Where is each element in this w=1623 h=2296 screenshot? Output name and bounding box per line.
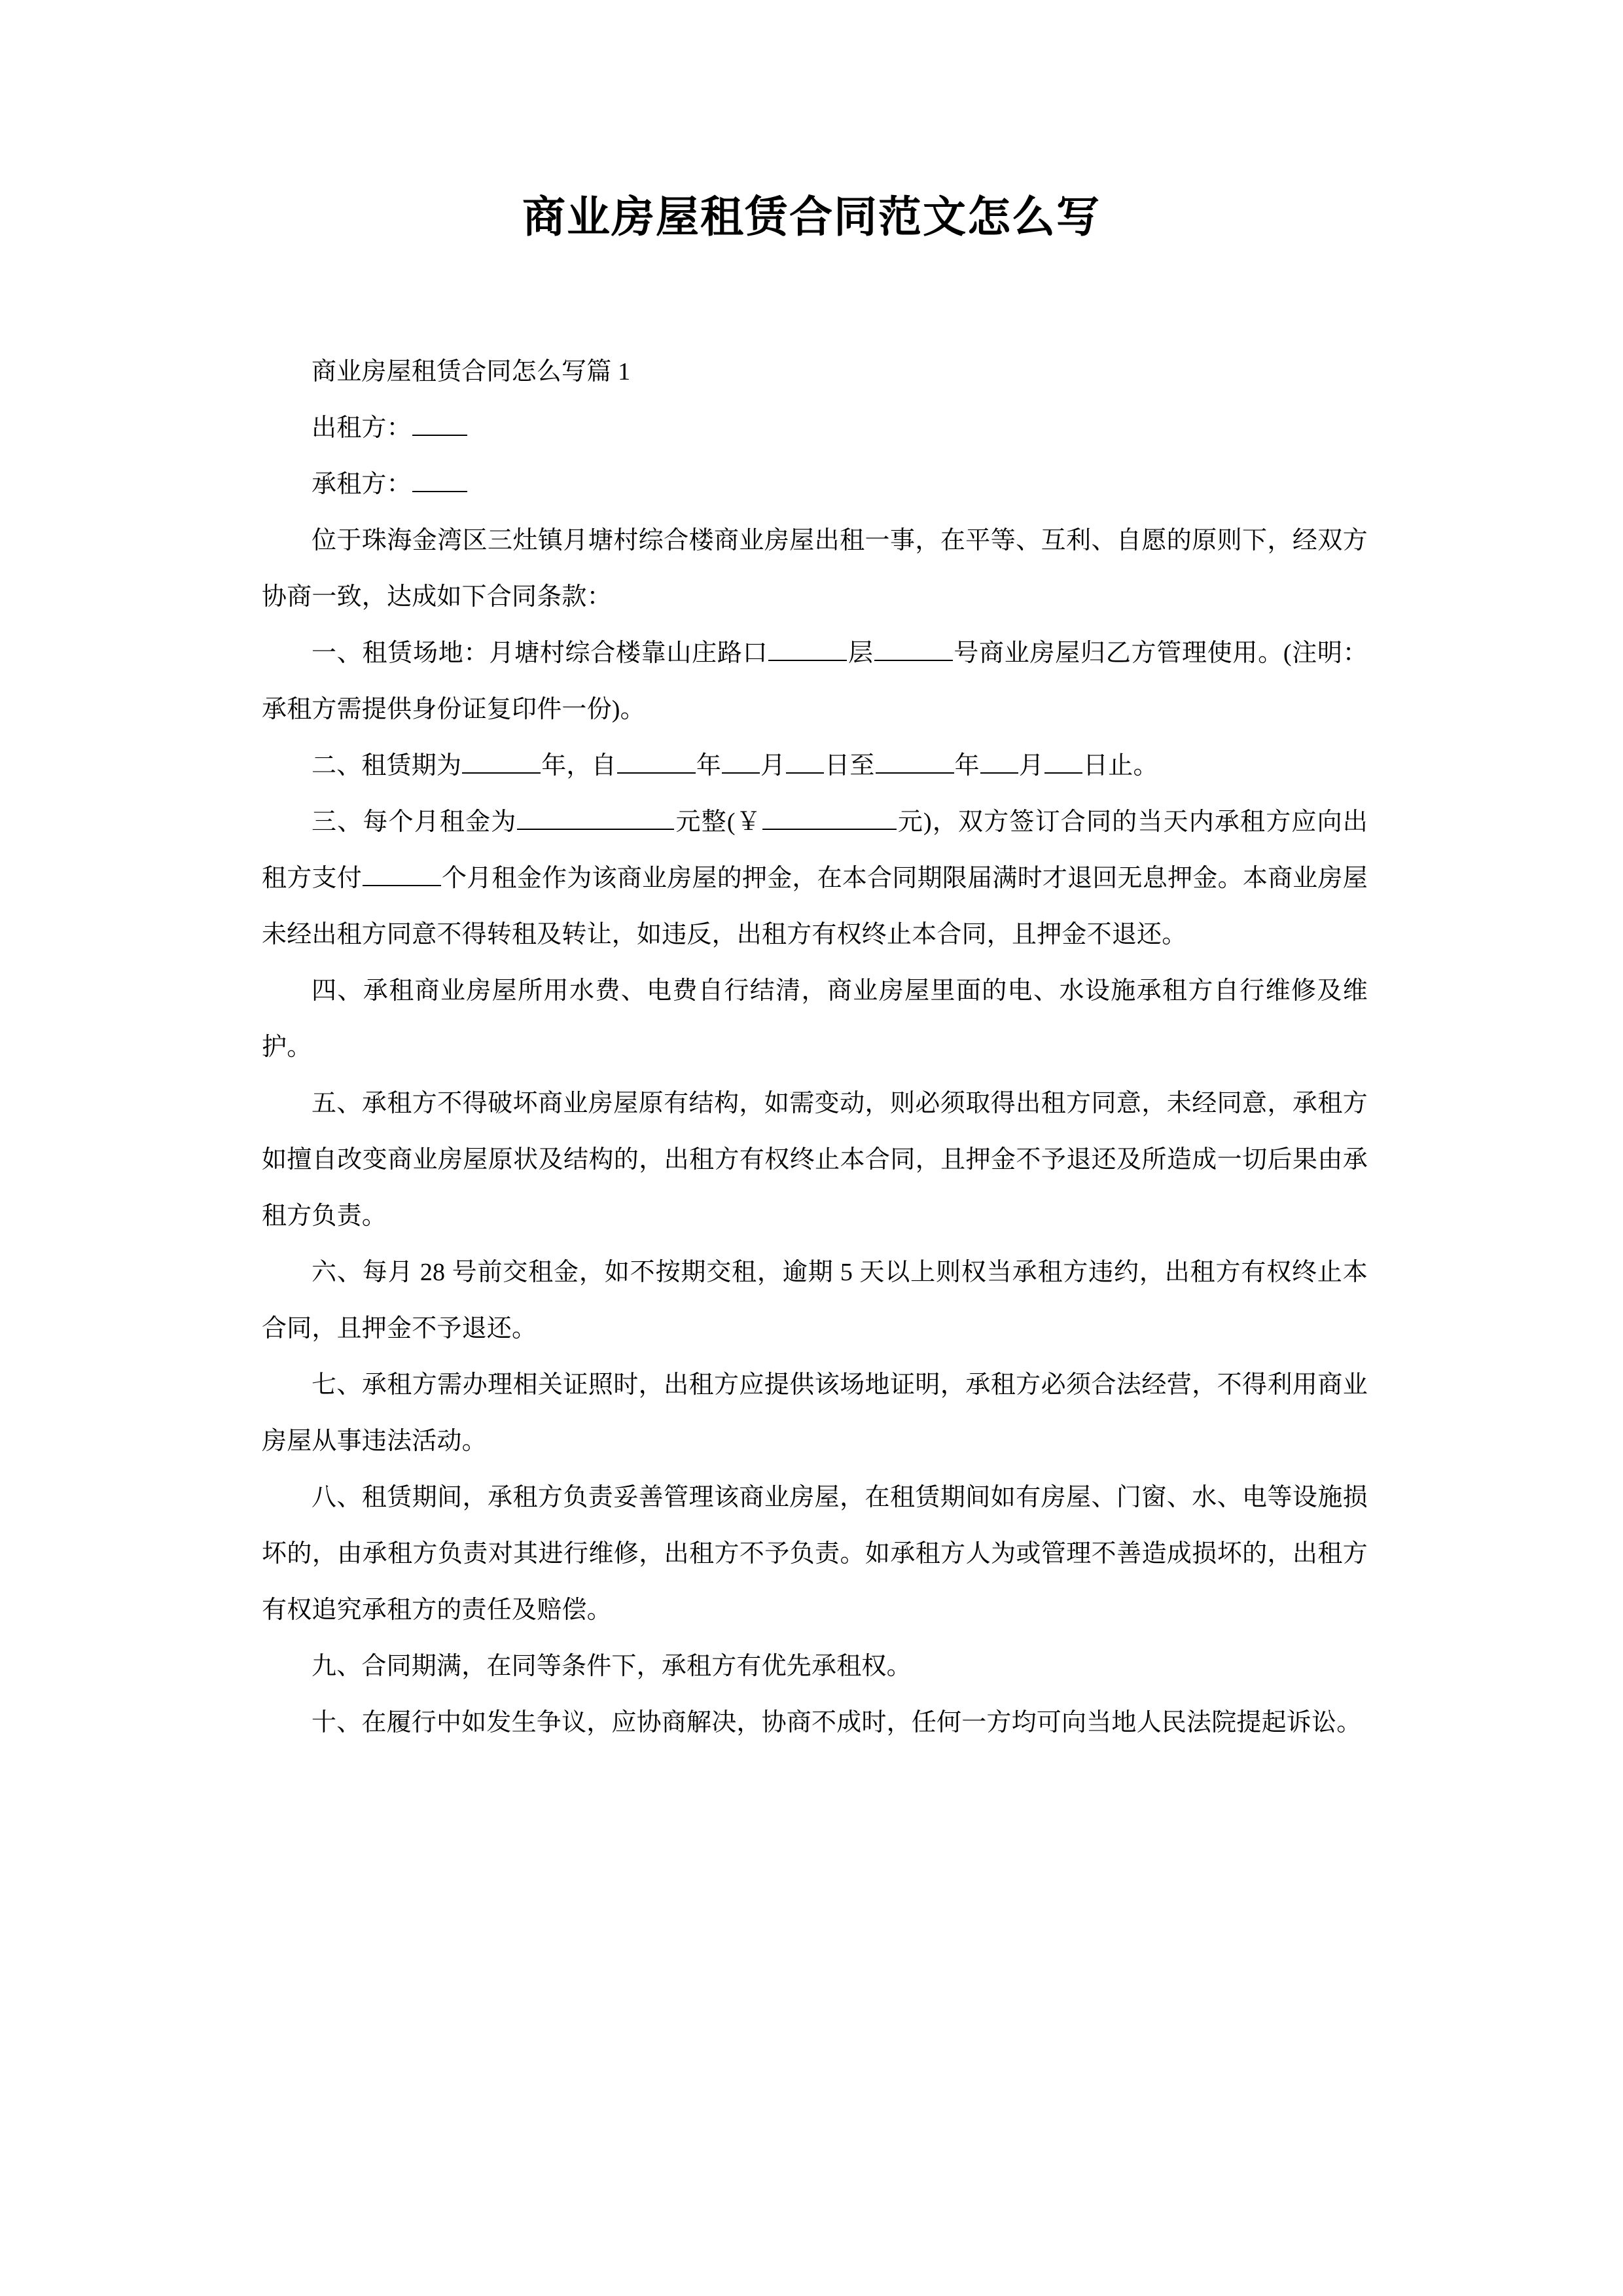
clause-2-blank-start-month[interactable]	[722, 749, 760, 774]
clause-3-blank-rent-words[interactable]	[517, 805, 674, 830]
page-title: 商业房屋租赁合同范文怎么写	[522, 192, 1101, 241]
clause-4-text: 承租商业房屋所用水费、电费自行结清，商业房屋里面的电、水设施承租方自行维修及维护。	[262, 977, 1368, 1061]
clause-6-text: 每月 28 号前交租金，如不按期交租，逾期 5 天以上则权当承租方违约，出租方有权终止本合同，且押金不予退还。	[262, 1259, 1368, 1342]
clause-3-text-d: 个月租金作为该商业房屋的押金，在本合同期限届满时才退回无息押金。本商业房屋未经出租方同意不得转租及转让，如违反，出租方有权终止本合同，且押金不退还。	[262, 865, 1368, 948]
clause-1-blank-unit[interactable]	[874, 636, 953, 661]
clause-2-blank-end-day[interactable]	[1044, 749, 1082, 774]
clause-10-number: 十、	[312, 1709, 362, 1736]
clause-9	[262, 1638, 1368, 1695]
clause-3-text-b: 元整(￥	[675, 808, 762, 836]
clause-1-text-b: 层	[847, 639, 874, 667]
clause-1-number: 一、	[312, 639, 363, 667]
clause-2-blank-end-month[interactable]	[980, 749, 1018, 774]
clause-2-text-h: 日止。	[1083, 752, 1158, 780]
clause-2-blank-start-day[interactable]	[786, 749, 824, 774]
clause-2-blank-end-year[interactable]	[876, 749, 954, 774]
clause-2-text-f: 年	[954, 752, 980, 780]
clause-9-number: 九、	[312, 1653, 362, 1680]
clause-1-blank-floor[interactable]	[768, 636, 847, 661]
clause-8	[262, 1469, 1368, 1638]
clause-10	[262, 1695, 1368, 1751]
clause-3-text-a: 每个月租金为	[363, 808, 517, 836]
lessor-line	[262, 400, 1368, 456]
clause-1-heading: 租赁场地：	[362, 639, 490, 667]
clause-8-number: 八、	[312, 1484, 362, 1511]
clause-7-number: 七、	[312, 1371, 362, 1399]
clause-7-text: 承租方需办理相关证照时，出租方应提供该场地证明，承租方必须合法经营，不得利用商业房屋从事违法活动。	[262, 1371, 1368, 1455]
clause-9-text: 合同期满，在同等条件下，承租方有优先承租权。	[361, 1653, 912, 1680]
clause-2-text-g: 月	[1018, 752, 1044, 780]
clause-1	[262, 625, 1368, 738]
clause-4-number: 四、	[312, 977, 363, 1005]
clause-7	[262, 1357, 1368, 1469]
clause-5-number: 五、	[312, 1090, 362, 1117]
clause-3	[262, 794, 1368, 963]
clause-2-text-b: 年，自	[541, 752, 616, 780]
lessor-label: 出租方：	[312, 414, 412, 442]
lessor-blank[interactable]	[412, 411, 467, 436]
clause-3-blank-deposit-months[interactable]	[363, 861, 441, 886]
clause-8-text: 租赁期间，承租方负责妥善管理该商业房屋，在租赁期间如有房屋、门窗、水、电等设施损坏的，由承租方负责对其进行维修，出租方不予负责。如承租方人为或管理不善造成损坏的，出租方有权追究承租方的责任及赔偿。	[262, 1484, 1368, 1624]
clause-5	[262, 1075, 1368, 1244]
clause-2	[262, 738, 1368, 794]
section-heading: 商业房屋租赁合同怎么写篇 1	[312, 358, 631, 386]
lessee-label: 承租方：	[312, 471, 412, 498]
preamble-paragraph: 位于珠海金湾区三灶镇月塘村综合楼商业房屋出租一事，在平等、互利、自愿的原则下，经双方协商一致，达成如下合同条款：	[262, 527, 1368, 611]
clause-2-blank-start-year[interactable]	[617, 749, 696, 774]
clause-3-number: 三、	[312, 808, 363, 836]
clause-2-text-a: 租赁期为	[361, 752, 462, 780]
clause-3-blank-rent-figures[interactable]	[762, 805, 897, 830]
clause-2-text-e: 日至	[825, 752, 875, 780]
clause-1-text-c: 号商业房屋归乙方管理使用。(注明：承租方需提供身份证复印件一份)。	[262, 639, 1368, 723]
clause-10-text: 在履行中如发生争议，应协商解决，协商不成时，任何一方均可向当地人民法院提起诉讼。	[361, 1709, 1362, 1736]
clause-2-text-c: 年	[696, 752, 722, 780]
clause-5-text: 承租方不得破坏商业房屋原有结构，如需变动，则必须取得出租方同意，未经同意，承租方如擅自改变商业房屋原状及结构的，出租方有权终止本合同，且押金不予退还及所造成一切后果由承租方负责。	[262, 1090, 1368, 1230]
clause-4	[262, 963, 1368, 1075]
clause-2-number: 二、	[312, 752, 362, 780]
clause-6	[262, 1244, 1368, 1357]
clause-2-blank-years[interactable]	[462, 749, 541, 774]
clause-6-number: 六、	[312, 1259, 363, 1286]
lessee-line	[262, 456, 1368, 512]
clause-3-text-c: 元)，双方签订合同的当天内承租方应向出租方支付	[262, 808, 1368, 892]
clause-1-text-a: 月塘村综合楼靠山庄路口	[489, 639, 768, 667]
document-body	[262, 344, 1368, 1751]
clause-2-text-d: 月	[760, 752, 786, 780]
lessee-blank[interactable]	[412, 467, 467, 492]
